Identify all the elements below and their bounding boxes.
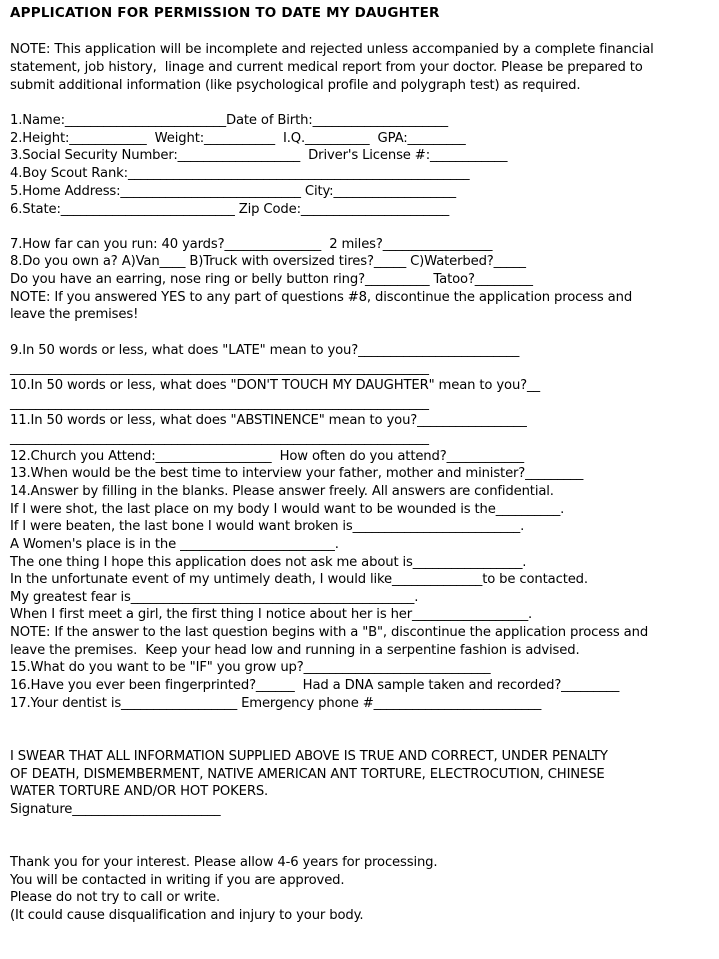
signature-line: Signature_______________________ bbox=[10, 802, 221, 817]
personal-line: 2.Height:____________ Weight:___________ I.Q.__________ GPA:_________ bbox=[10, 131, 466, 146]
question-line: 17.Your dentist is__________________ Emergency phone #__________________________ bbox=[10, 696, 542, 711]
closing-line: You will be contacted in writing if you are approved. bbox=[10, 873, 345, 888]
question-line: If I were shot, the last place on my body I would want to be wounded is the__________. bbox=[10, 502, 565, 517]
physical-line: 7.How far can you run: 40 yards?_______________ 2 miles?_________________ bbox=[10, 237, 493, 252]
oath-line: I SWEAR THAT ALL INFORMATION SUPPLIED ABOVE IS TRUE AND CORRECT, UNDER PENALTY bbox=[10, 749, 608, 764]
note-line: statement, job history, linage and current medical report from your doctor. Please be prepared to bbox=[10, 60, 643, 75]
question-line: leave the premises. Keep your head low and running in a serpentine fashion is advised. bbox=[10, 643, 580, 658]
personal-line: 1.Name:_________________________Date of Birth:_____________________ bbox=[10, 113, 448, 128]
question-line: 15.What do you want to be "IF" you grow up?_____________________________ bbox=[10, 660, 491, 675]
essay-line: 9.In 50 words or less, what does "LATE" mean to you?_________________________ bbox=[10, 343, 520, 358]
closing-line: Thank you for your interest. Please allow 4-6 years for processing. bbox=[10, 855, 438, 870]
physical-line: leave the premises! bbox=[10, 307, 139, 322]
oath-line: WATER TORTURE AND/OR HOT POKERS. bbox=[10, 784, 269, 799]
essay-line: 10.In 50 words or less, what does "DON'T TOUCH MY DAUGHTER" mean to you?__ bbox=[10, 378, 540, 393]
personal-line: 6.State:___________________________ Zip Code:_______________________ bbox=[10, 202, 450, 217]
question-line: In the unfortunate event of my untimely death, I would like______________to be contacted. bbox=[10, 572, 588, 587]
essay-line: 11.In 50 words or less, what does "ABSTINENCE" mean to you?_________________ bbox=[10, 413, 527, 428]
closing-line: (It could cause disqualification and injury to your body. bbox=[10, 908, 364, 923]
note-line: submit additional information (like psychological profile and polygraph test) as required. bbox=[10, 78, 581, 93]
oath-line: OF DEATH, DISMEMBERMENT, NATIVE AMERICAN ANT TORTURE, ELECTROCUTION, CHINESE bbox=[10, 767, 605, 782]
closing-line: Please do not try to call or write. bbox=[10, 890, 221, 905]
question-line: 13.When would be the best time to interview your father, mother and minister?_________ bbox=[10, 466, 584, 481]
essay-line: _________________________________________________________________ bbox=[10, 396, 429, 411]
essay-line: _________________________________________________________________ bbox=[10, 431, 429, 446]
personal-line: 4.Boy Scout Rank:_____________________________________________________ bbox=[10, 166, 470, 181]
physical-line: Do you have an earring, nose ring or belly button ring?__________ Tatoo?_________ bbox=[10, 272, 533, 287]
question-line: If I were beaten, the last bone I would want broken is__________________________. bbox=[10, 519, 525, 534]
physical-line: 8.Do you own a? A)Van____ B)Truck with oversized tires?_____ C)Waterbed?_____ bbox=[10, 254, 526, 269]
question-line: My greatest fear is____________________________________________. bbox=[10, 590, 419, 605]
question-line: 14.Answer by filling in the blanks. Please answer freely. All answers are confidential. bbox=[10, 484, 554, 499]
question-line: When I first meet a girl, the first thing I notice about her is her__________________. bbox=[10, 607, 533, 622]
question-line: 12.Church you Attend:__________________ How often do you attend?____________ bbox=[10, 449, 524, 464]
page-title: APPLICATION FOR PERMISSION TO DATE MY DAUGHTER bbox=[10, 5, 440, 21]
question-line: A Women's place is in the ________________________. bbox=[10, 537, 339, 552]
personal-line: 5.Home Address:____________________________ City:___________________ bbox=[10, 184, 456, 199]
essay-line: _________________________________________________________________ bbox=[10, 361, 429, 376]
question-line: 16.Have you ever been fingerprinted?______ Had a DNA sample taken and recorded?_________ bbox=[10, 678, 620, 693]
note-line: NOTE: This application will be incomplete and rejected unless accompanied by a complete financial bbox=[10, 42, 654, 57]
physical-line: NOTE: If you answered YES to any part of questions #8, discontinue the application process and bbox=[10, 290, 633, 305]
personal-line: 3.Social Security Number:___________________ Driver's License #:____________ bbox=[10, 148, 508, 163]
question-line: NOTE: If the answer to the last question begins with a "B", discontinue the application process and bbox=[10, 625, 649, 640]
question-line: The one thing I hope this application does not ask me about is_________________. bbox=[10, 555, 527, 570]
